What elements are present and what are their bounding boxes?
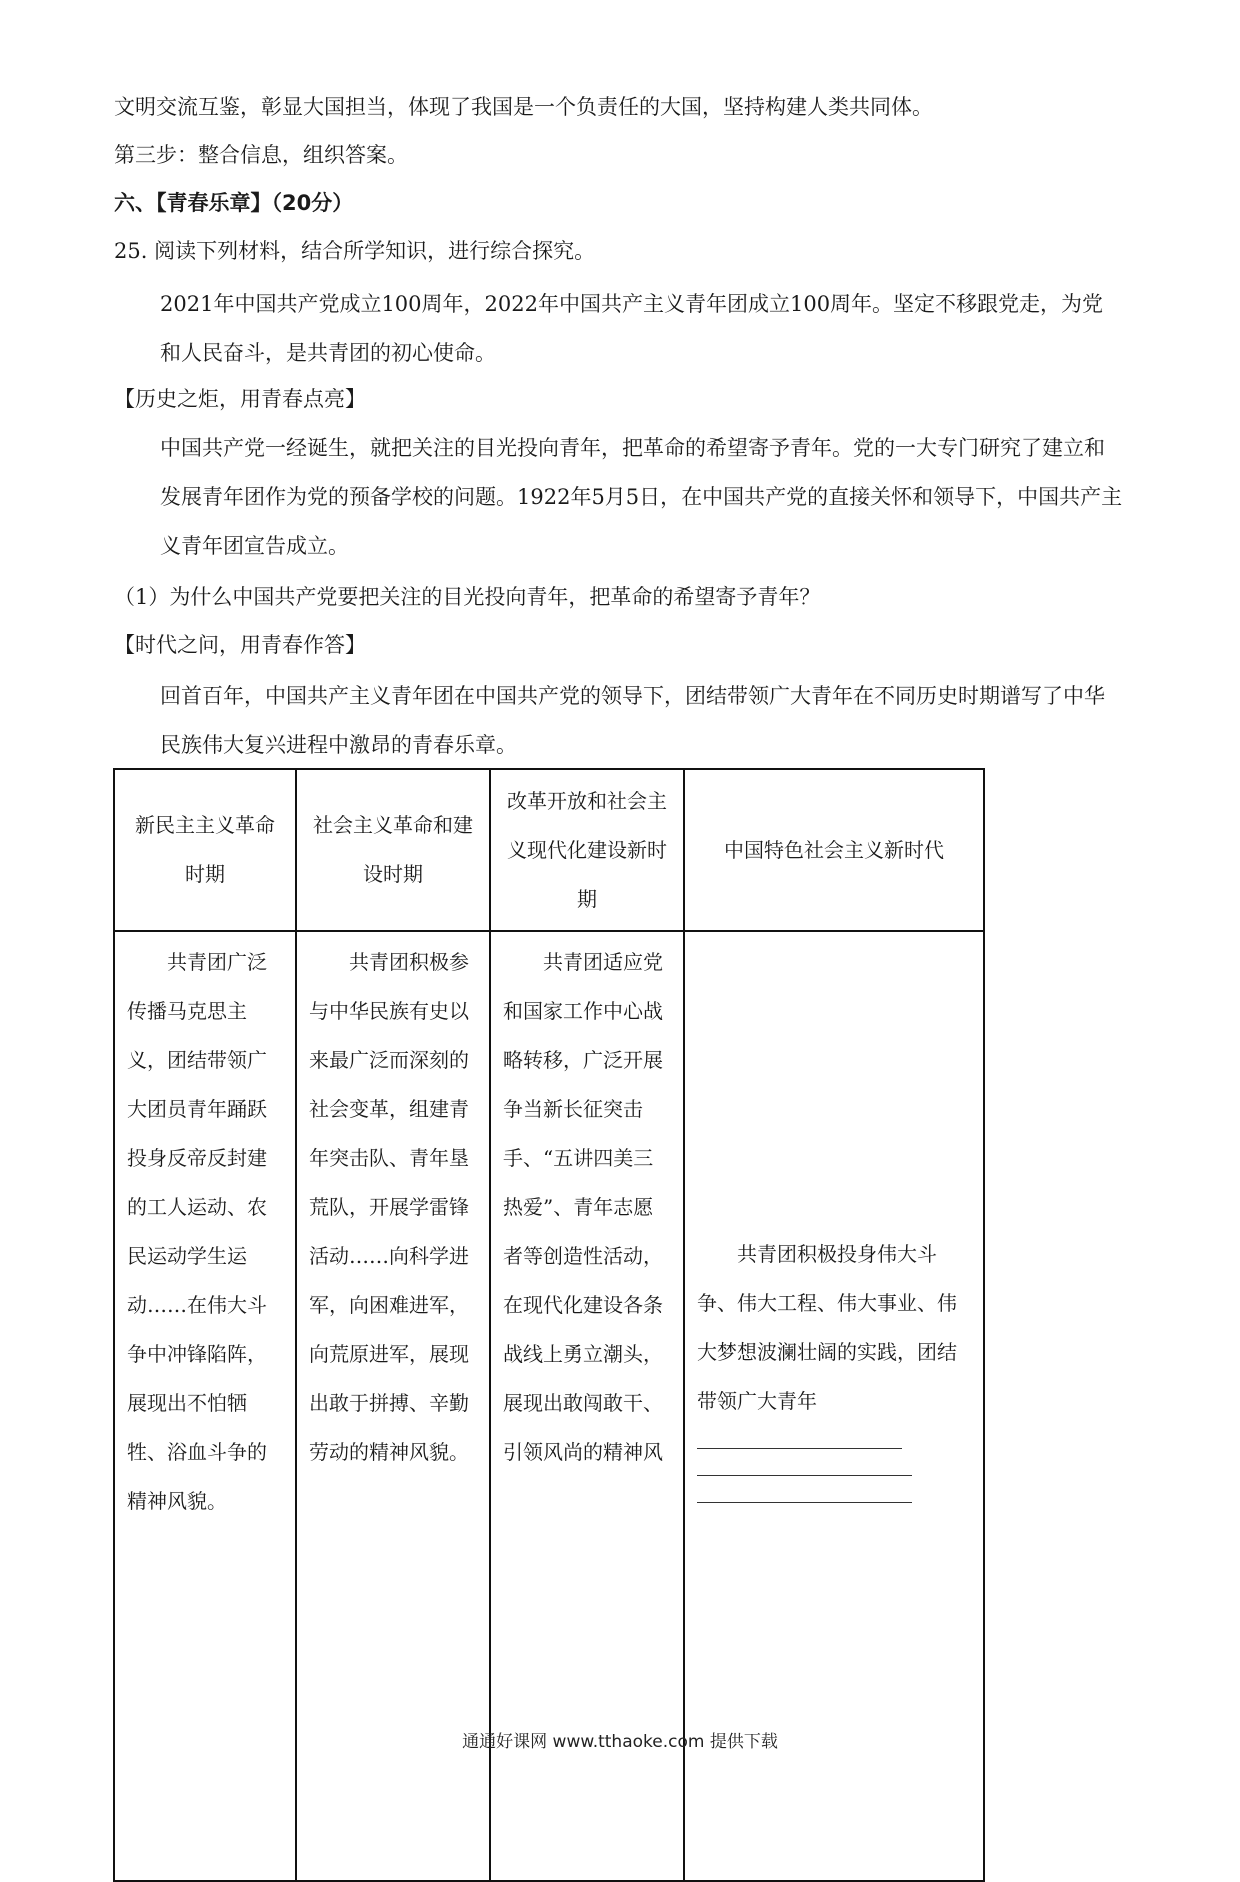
cell-text: 共青团积极投身伟大斗争、伟大工程、伟大事业、伟大梦想波澜壮阔的实践，团结带领广大青年 bbox=[697, 1242, 957, 1413]
paragraph-2 bbox=[114, 424, 1124, 571]
paragraph-1 bbox=[114, 280, 1124, 378]
answer-blank[interactable] bbox=[697, 1448, 902, 1449]
answer-blank[interactable] bbox=[697, 1502, 912, 1503]
cell-text: 共青团适应党和国家工作中心战略转移，广泛开展争当新长征突击手、“五讲四美三热爱”、青年志愿者等创造性活动，在现代化建设各条战线上勇立潮头，展现出敢闯敢干、引领风尚的精神风 bbox=[503, 950, 663, 1464]
history-table bbox=[113, 768, 985, 1882]
subheading-history: 【历史之炬，用青春点亮】 bbox=[114, 387, 366, 411]
header-cell: 中国特色社会主义新时代 bbox=[684, 769, 984, 931]
header-cell: 社会主义革命和建设时期 bbox=[296, 769, 490, 931]
question-intro: 25. 阅读下列材料，结合所学知识，进行综合探究。 bbox=[114, 239, 596, 263]
cell-text: 共青团积极参与中华民族有史以来最广泛而深刻的社会变革，组建青年突击队、青年垦荒队，开展学雷锋活动……向科学进军，向困难进军，向荒原进军，展现出敢于拼搏、辛勤劳动的精神风貌。 bbox=[309, 950, 469, 1464]
cell-text: 共青团广泛传播马克思主义，团结带领广大团员青年踊跃投身反帝反封建的工人运动、农民运动学生运动……在伟大斗争中冲锋陷阵，展现出不怕牺牲、浴血斗争的精神风貌。 bbox=[127, 950, 267, 1513]
text-line-1: 文明交流互鉴，彰显大国担当，体现了我国是一个负责任的大国，坚持构建人类共同体。 bbox=[114, 95, 933, 119]
table-header-row bbox=[114, 769, 984, 931]
subheading-era: 【时代之问，用青春作答】 bbox=[114, 633, 366, 657]
answer-blank[interactable] bbox=[697, 1475, 912, 1476]
question-1: （1）为什么中国共产党要把关注的目光投向青年，把革命的希望寄予青年？ bbox=[114, 585, 821, 609]
section-title: 六、【青春乐章】（20分） bbox=[114, 191, 354, 215]
paragraph-1-text: 2021年中国共产党成立100周年，2022年中国共产主义青年团成立100周年。坚定不移跟党走，为党和人民奋斗，是共青团的初心使命。 bbox=[160, 292, 1104, 365]
paragraph-3-text: 回首百年，中国共产主义青年团在中国共产党的领导下，团结带领广大青年在不同历史时期谱写了中华民族伟大复兴进程中激昂的青春乐章。 bbox=[160, 684, 1105, 757]
text-line-2: 第三步：整合信息，组织答案。 bbox=[114, 143, 408, 167]
header-cell: 新民主主义革命时期 bbox=[114, 769, 296, 931]
paragraph-2-text: 中国共产党一经诞生，就把关注的目光投向青年，把革命的希望寄予青年。党的一大专门研究了建立和发展青年团作为党的预备学校的问题。1922年5月5日，在中国共产党的直接关怀和领导下，中国共产主义青年团宣告成立。 bbox=[160, 436, 1123, 558]
header-cell: 改革开放和社会主义现代化建设新时期 bbox=[490, 769, 684, 931]
paragraph-3 bbox=[114, 672, 1124, 770]
footer: 通通好课网 www.tthaoke.com 提供下载 bbox=[462, 1732, 778, 1752]
